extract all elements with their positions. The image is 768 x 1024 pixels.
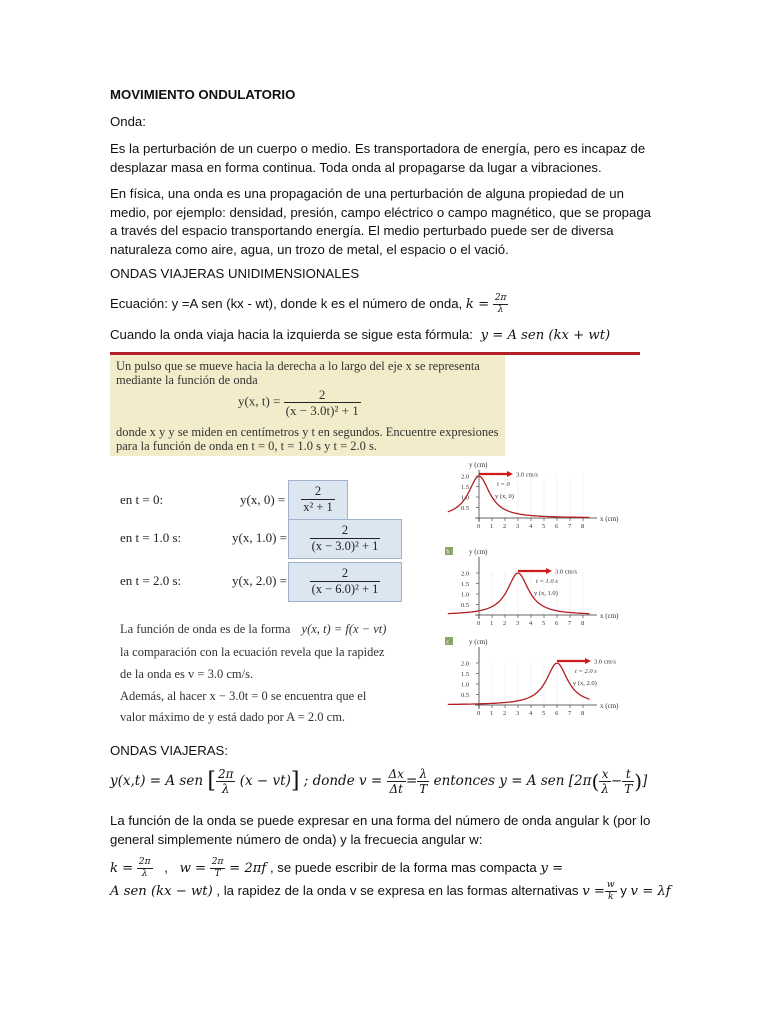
curve-label: y (x, 1.0) (534, 590, 558, 597)
note-line-1 (120, 622, 386, 637)
x-tick-label: 8 (581, 710, 585, 717)
ov-t-T-fraction (622, 768, 634, 795)
time-label: t = 1.0 s (536, 578, 558, 585)
speed-label: 3.0 cm/s (555, 568, 578, 576)
ov-paren-open: ( (591, 769, 600, 794)
last-y-eq: y = (540, 861, 564, 876)
note-line-2: la comparación con la ecuación revela que la rapidez (120, 645, 385, 659)
heading-ondas-viajeras: ONDAS VIAJERAS: (110, 743, 228, 758)
row-fn-t2: y(x, 2.0) = (232, 573, 287, 588)
problem-line-1: Un pulso que se mueve hacia la derecha a lo largo del eje x se representa (116, 359, 480, 373)
note-line-3: de la onda es v = 3.0 cm/s. (120, 667, 254, 681)
y-tick-label: 1.0 (461, 591, 470, 599)
ov-paren-close: ) (634, 769, 643, 794)
ov-bracket-open: [ (207, 768, 216, 794)
x-tick-label: 4 (529, 710, 533, 717)
ov-frac-den: λ (221, 782, 230, 796)
last-asen: A sen (kx − wt) (110, 884, 213, 899)
x-tick-label: 4 (529, 620, 533, 627)
graph-t0 (443, 460, 640, 540)
row-label-t1: en t = 1.0 s: (120, 530, 182, 545)
ov-minus: − (610, 773, 623, 789)
last-k-fraction (137, 858, 153, 879)
row-fn-t1: y(x, 1.0) = (232, 530, 287, 545)
last-w: w = (179, 861, 207, 876)
textbook-example-image (110, 352, 640, 732)
y-axis-label: y (cm) (469, 638, 488, 646)
equation-2-formula: y = A sen (kx + wt) (480, 328, 611, 343)
row-fn-t0: y(x, 0) = (240, 492, 286, 507)
x-axis-label: x (cm) (600, 612, 619, 620)
ov-T-2: T (624, 782, 633, 796)
time-label: t = 0 (497, 481, 510, 488)
note-line-4: Además, al hacer x − 3.0t = 0 se encuentra que el (120, 689, 367, 703)
x-tick-label: 2 (503, 620, 507, 627)
last-k: k = (110, 861, 134, 876)
x-tick-label: 5 (542, 523, 546, 530)
y-axis-label: y (cm) (469, 461, 488, 469)
x-tick-label: 7 (568, 523, 572, 530)
ov-entonces: entonces y = A sen [2π (433, 773, 592, 789)
ov-end: ] (642, 773, 648, 789)
ov-dt: Δt (389, 782, 403, 796)
problem-function-lhs: y(x, t) = (238, 393, 281, 409)
row-den-t0: x² + 1 (303, 499, 333, 514)
problem-function-num: 2 (284, 388, 361, 403)
last-w-num: 2π (211, 857, 224, 868)
last-v-eq: v = (582, 884, 605, 899)
last-y-conj: y (620, 883, 627, 898)
x-tick-label: 0 (477, 710, 481, 717)
last-text-2: , la rapidez de la onda v se expresa en las formas alternativas (216, 883, 579, 898)
x-tick-label: 2 (503, 710, 507, 717)
note-line-1b: y(x, t) = f(x − vt) (301, 622, 387, 636)
ov-lambda-T-fraction (417, 768, 429, 795)
y-tick-label: 1.5 (461, 484, 470, 491)
row-num-t2: 2 (310, 567, 381, 582)
y-tick-label: 2.0 (461, 660, 470, 668)
problem-line-2: mediante la función de onda (116, 373, 258, 387)
x-tick-label: 3 (516, 620, 520, 627)
curve-label: y (x, 0) (495, 493, 514, 500)
time-label: t = 2.0 s (575, 668, 597, 675)
last-k-num: 2π (138, 857, 151, 868)
equation-2-text: Cuando la onda viaja hacia la izquierda se sigue esta fórmula: (110, 327, 473, 342)
document-title: MOVIMIENTO ONDULATORIO (110, 87, 296, 102)
graph-marker-label: c (446, 639, 450, 646)
x-tick-label: 5 (542, 620, 546, 627)
row-num-t0: 2 (301, 485, 335, 500)
x-axis-label: x (cm) (600, 515, 619, 523)
paragraph-1: Es la perturbación de un cuerpo o medio. Es transportadora de energía, pero es incapaz de desplazar masa en forma continua. Toda onda al propagarse da lugar a vibraciones. (110, 141, 646, 175)
equation-1-fraction (493, 294, 509, 315)
row-den-t1: (x − 3.0)² + 1 (311, 538, 379, 553)
ov-mid: (x − vt) (239, 773, 291, 789)
ondas-viajeras-equation (110, 768, 670, 795)
x-tick-label: 5 (542, 710, 546, 717)
graph-marker-label: b (446, 549, 450, 556)
ov-x-lambda-fraction (599, 768, 611, 795)
row-den-t2: (x − 6.0)² + 1 (311, 581, 379, 596)
problem-function-den: (x − 3.0t)² + 1 (285, 403, 359, 418)
ov-donde: ; donde v = (303, 773, 383, 789)
x-tick-label: 1 (490, 620, 494, 627)
ov-dxdt-fraction (387, 768, 406, 795)
velocity-arrowhead (507, 471, 513, 477)
paragraph-2: En física, una onda es una propagación de una perturbación de alguna propiedad de un medio, por ejemplo: densidad, presión, campo eléctrico o campo magnético, que se propaga a través del espacio transportando energía. El medio perturbado puede ser de diversa naturaleza como aire, agua, un trozo de metal, el espacio o el vació. (110, 186, 652, 257)
x-tick-label: 6 (555, 523, 559, 530)
equation-1-k: k = (465, 296, 490, 312)
velocity-arrowhead (585, 658, 591, 664)
y-tick-label: 1.0 (461, 494, 470, 502)
x-tick-label: 3 (516, 523, 520, 530)
x-tick-label: 0 (477, 523, 481, 530)
velocity-arrowhead (546, 568, 552, 574)
x-tick-label: 6 (555, 620, 559, 627)
last-vlf: v = λf (630, 884, 671, 899)
ov-dx: Δx (388, 767, 404, 781)
equation-1-text: Ecuación: y =A sen (kx - wt), donde k es el número de onda, (110, 295, 463, 311)
speed-label: 3.0 cm/s (594, 658, 617, 666)
curve-label: y (x, 2.0) (573, 680, 597, 687)
x-tick-label: 0 (477, 620, 481, 627)
row-num-t1: 2 (310, 524, 381, 539)
problem-line-3: donde x y y se miden en centímetros y t en segundos. Encuentre expresiones (116, 425, 499, 439)
last-w-fraction (210, 858, 226, 879)
row-fraction-t2 (310, 567, 381, 595)
ov-t: t (622, 768, 634, 782)
last-v-den: k (608, 892, 614, 903)
x-axis-label: x (cm) (600, 702, 619, 710)
row-label-t0: en t = 0: (120, 492, 164, 507)
onda-label: Onda: (110, 114, 146, 129)
row-box-t1 (288, 519, 402, 559)
y-tick-label: 0.5 (461, 602, 470, 609)
last-w-den: T (214, 869, 221, 880)
paragraph-3: La función de la onda se puede expresar en una forma del número de onda angular k (por lo general simplemente número de onda) y la frecuecia angular w: (110, 813, 651, 847)
y-tick-label: 0.5 (461, 692, 470, 699)
row-box-t0 (288, 480, 348, 520)
x-tick-label: 4 (529, 523, 533, 530)
y-axis-label: y (cm) (469, 548, 488, 556)
equation-2-line (110, 326, 670, 346)
x-tick-label: 8 (581, 523, 585, 530)
last-2pif: = 2πf (229, 861, 267, 876)
equation-1-line (110, 294, 655, 315)
ov-x: x (599, 768, 611, 782)
y-tick-label: 1.5 (461, 581, 470, 588)
row-label-t2: en t = 2.0 s: (120, 573, 182, 588)
heading-ondas-viajeras-unidimensionales: ONDAS VIAJERAS UNIDIMENSIONALES (110, 266, 360, 281)
equation-1-den: λ (497, 305, 504, 315)
last-text-1: , se puede escribir de la forma mas compacta (269, 860, 537, 875)
x-tick-label: 7 (568, 710, 572, 717)
red-divider-bar (110, 352, 640, 355)
problem-line-4: para la función de onda en t = 0, t = 1.0 s y t = 2.0 s. (116, 439, 378, 453)
last-formula-line-2 (110, 880, 670, 903)
ov-lhs: y(x,t) = A sen (110, 773, 204, 789)
y-tick-label: 0.5 (461, 505, 470, 512)
y-tick-label: 2.0 (461, 473, 470, 481)
ov-fraction (216, 768, 236, 795)
graph-t1 (443, 547, 640, 637)
y-tick-label: 1.5 (461, 671, 470, 678)
problem-statement-box (110, 352, 505, 456)
last-v-fraction (605, 881, 617, 902)
x-tick-label: 3 (516, 710, 520, 717)
ov-frac-num: 2π (217, 767, 234, 781)
last-comma: , (164, 860, 168, 875)
x-tick-label: 8 (581, 620, 585, 627)
row-fraction-t1 (310, 524, 381, 552)
ov-equals: = (405, 773, 418, 789)
equation-1-num: 2π (494, 293, 507, 303)
ov-lambda-2: λ (601, 782, 609, 796)
y-tick-label: 2.0 (461, 570, 470, 578)
last-k-den: λ (141, 869, 148, 880)
y-tick-label: 1.0 (461, 681, 470, 689)
x-tick-label: 2 (503, 523, 507, 530)
problem-function (238, 388, 361, 417)
ov-T: T (419, 782, 428, 796)
x-tick-label: 1 (490, 710, 494, 717)
note-line-5: valor máximo de y está dado por A = 2.0 cm. (120, 710, 346, 724)
x-tick-label: 6 (555, 710, 559, 717)
ov-lambda: λ (417, 768, 429, 782)
row-box-t2 (288, 562, 402, 602)
row-fraction-t0 (301, 485, 335, 513)
x-tick-label: 1 (490, 523, 494, 530)
speed-label: 3.0 cm/s (516, 471, 539, 479)
last-formula-line-1 (110, 857, 670, 880)
ov-bracket-close: ] (290, 768, 300, 794)
x-tick-label: 7 (568, 620, 572, 627)
graph-t2 (443, 637, 640, 727)
note-line-1a: La función de onda es de la forma (120, 622, 291, 636)
last-v-num: w (606, 880, 615, 891)
problem-function-fraction (284, 388, 361, 417)
